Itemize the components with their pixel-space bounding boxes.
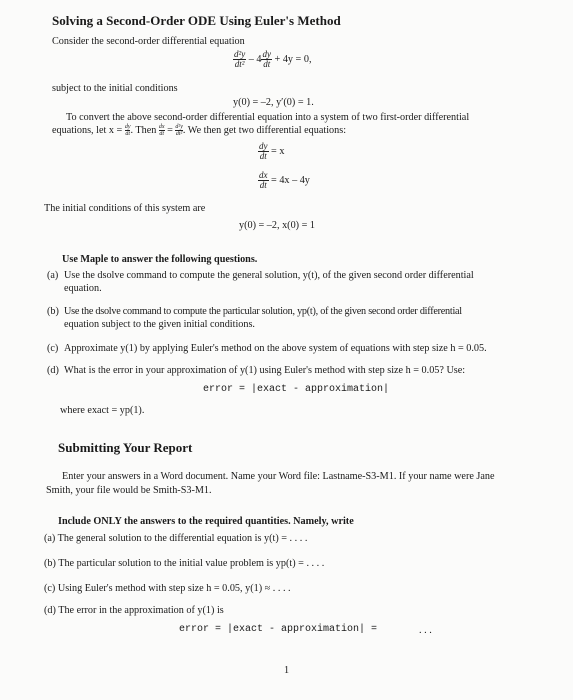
error-formula: error = |exact - approximation| xyxy=(203,384,390,395)
question-c-line-1: Approximate y(1) by applying Euler's method on the above system of equations with step size h = 0.05. xyxy=(64,343,487,354)
question-d-label: (d) xyxy=(47,365,59,376)
dx-dt-small-fraction xyxy=(159,124,165,137)
system-initial-conditions: y(0) = –2, x(0) = 1 xyxy=(239,220,315,231)
fraction-numerator: d²y xyxy=(175,124,183,131)
system-equation-1 xyxy=(258,142,284,161)
convert-text-a: equations, let x = xyxy=(52,125,123,136)
convert-text-b: . Then xyxy=(130,125,157,136)
dy-dt-fraction xyxy=(261,50,272,69)
question-a-line-2: equation. xyxy=(64,283,102,294)
system-ic-label: The initial conditions of this system are xyxy=(44,203,206,214)
fraction-numerator: dx xyxy=(158,124,165,131)
ode-equation xyxy=(233,50,312,69)
final-error-formula: error = |exact - approximation| = xyxy=(179,624,378,635)
final-dots: . . . xyxy=(419,625,432,636)
ode-rest: + 4y = 0, xyxy=(274,53,312,65)
fraction-denominator: dt² xyxy=(175,131,183,138)
report-heading: Submitting Your Report xyxy=(58,440,193,455)
question-d-line-1: What is the error in your approximation of y(1) using Euler's method with step size h = 0.05? Use: xyxy=(64,365,466,376)
fraction-denominator: dt xyxy=(259,180,267,190)
fraction-numerator: d²y xyxy=(234,49,246,59)
convert-text-d: . We then get two differential equations: xyxy=(182,125,347,136)
fraction-numerator: dx xyxy=(259,170,268,180)
subject-text: subject to the initial conditions xyxy=(52,83,178,94)
question-b-line-2: equation subject to the given initial conditions. xyxy=(64,319,255,330)
answer-a: (a) The general solution to the differential equation is y(t) = . . . . xyxy=(44,533,308,544)
answer-b: (b) The particular solution to the initial value problem is yp(t) = . . . . xyxy=(44,558,325,569)
intro-text: Consider the second-order differential equation xyxy=(52,36,245,47)
dx-dt-fraction xyxy=(258,171,269,190)
where-exact: where exact = yp(1). xyxy=(60,405,145,416)
fraction-numerator: dy xyxy=(262,49,271,59)
fraction-numerator: dy xyxy=(124,124,131,131)
include-heading: Include ONLY the answers to the required quantities. Namely, write xyxy=(58,516,354,527)
dy-dt-fraction xyxy=(258,142,269,161)
page-number: 1 xyxy=(284,665,290,676)
fraction-numerator: dy xyxy=(259,141,268,151)
convert-line-1: To convert the above second-order differential equation into a system of two first-order differential xyxy=(66,112,470,123)
question-c-label: (c) xyxy=(47,343,59,354)
question-b-label: (b) xyxy=(47,306,59,317)
question-b-line-1: Use the dsolve command to compute the particular solution, yp(t), of the given second order differential xyxy=(64,306,462,317)
equation-rhs: = x xyxy=(271,145,285,157)
initial-conditions: y(0) = –2, y′(0) = 1. xyxy=(233,97,314,108)
question-a-line-1: Use the dsolve command to compute the general solution, y(t), of the given second order differential xyxy=(64,270,474,281)
maple-heading: Use Maple to answer the following questions. xyxy=(62,254,258,265)
d2y-dt2-small-fraction xyxy=(175,124,182,137)
system-equation-2 xyxy=(258,171,310,190)
fraction-denominator: dt xyxy=(125,131,130,138)
fraction-denominator: dt xyxy=(259,151,267,161)
ode-coefficient: – 4 xyxy=(248,53,262,65)
convert-text-c: = xyxy=(167,125,173,136)
page-title: Solving a Second-Order ODE Using Euler's Method xyxy=(52,13,341,28)
fraction-denominator: dt xyxy=(159,131,165,138)
fraction-denominator: dt² xyxy=(234,59,245,69)
equation-rhs: = 4x – 4y xyxy=(271,174,310,186)
fraction-denominator: dt xyxy=(263,59,271,69)
answer-d: (d) The error in the approximation of y(1) is xyxy=(44,605,224,616)
question-a-label: (a) xyxy=(47,270,59,281)
report-line-2: Smith, your file would be Smith-S3-M1. xyxy=(46,485,212,496)
d2y-dt2-fraction xyxy=(233,50,246,69)
answer-c: (c) Using Euler's method with step size h = 0.05, y(1) ≈ . . . . xyxy=(44,583,291,594)
report-line-1: Enter your answers in a Word document. Name your Word file: Lastname-S3-M1. If your name were Jane xyxy=(62,471,495,482)
convert-line-2 xyxy=(52,124,346,137)
